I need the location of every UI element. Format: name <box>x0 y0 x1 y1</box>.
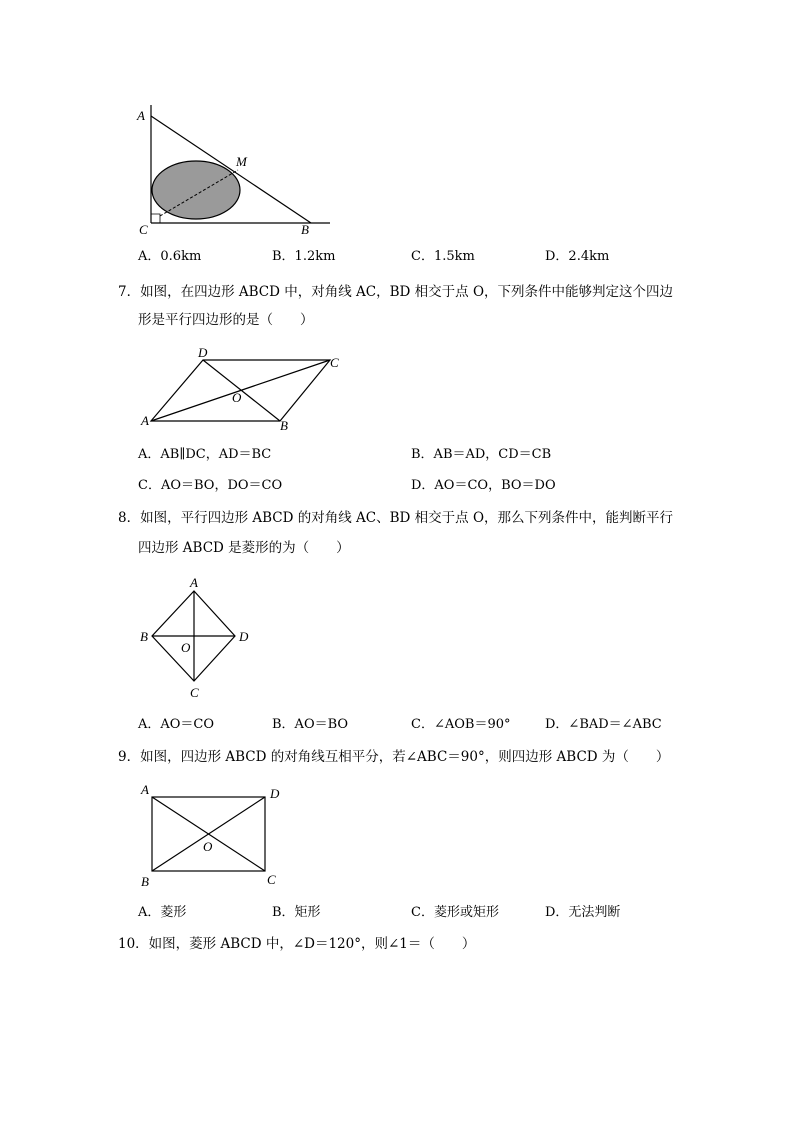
q7-option-d: D．AO＝CO，BO＝DO <box>411 478 556 493</box>
q7-diagonal-bd <box>203 360 280 421</box>
q6-shaded-ellipse <box>152 161 240 219</box>
q7-label-D: D <box>198 345 208 360</box>
q6-option-d: D．2.4km <box>545 249 610 264</box>
q8-label-B: B <box>140 629 148 644</box>
q6-option-c: C．1.5km <box>411 249 475 264</box>
q8-option-a: A．AO＝CO <box>138 717 215 732</box>
q9-option-d: D．无法判断 <box>545 905 621 920</box>
q7-label-B: B <box>280 418 288 433</box>
q8-option-c: C．∠AOB＝90° <box>411 717 511 732</box>
q9-label-O: O <box>203 839 213 854</box>
q8-option-d: D．∠BAD＝∠ABC <box>545 717 662 732</box>
q9-label-C: C <box>267 872 276 887</box>
q7-figure <box>135 343 350 433</box>
q6-label-B: B <box>301 222 309 237</box>
q7-stem-line2: 形是平行四边形的是（ ） <box>138 312 314 328</box>
q7-option-c: C．AO＝BO，DO＝CO <box>138 478 283 493</box>
q6-figure <box>130 100 340 240</box>
q7-label-O: O <box>232 390 242 405</box>
q10-stem-line1: 10．如图，菱形 ABCD 中，∠D＝120°，则∠1＝（ ） <box>118 936 476 952</box>
q7-stem-line1: 7．如图，在四边形 ABCD 中，对角线 AC，BD 相交于点 O，下列条件中能够判定这个四边 <box>118 284 674 300</box>
q6-label-A: A <box>137 108 145 123</box>
q7-option-b: B．AB＝AD，CD＝CB <box>411 447 552 462</box>
q9-label-A: A <box>141 782 149 797</box>
q9-option-b: B．矩形 <box>272 905 321 920</box>
q8-option-b: B．AO＝BO <box>272 717 349 732</box>
q9-stem-line1: 9．如图，四边形 ABCD 的对角线互相平分，若∠ABC＝90°，则四边形 ABCD 为（ ） <box>118 749 670 765</box>
q8-stem-line2: 四边形 ABCD 是菱形的为（ ） <box>138 540 350 556</box>
q6-right-angle-mark <box>151 214 160 223</box>
q8-label-D: D <box>239 629 249 644</box>
q6-option-b: B．1.2km <box>272 249 336 264</box>
q9-label-D: D <box>270 786 280 801</box>
q9-option-a: A．菱形 <box>138 905 187 920</box>
q8-label-A: A <box>190 575 198 590</box>
q8-label-C: C <box>190 685 199 700</box>
q9-option-c: C．菱形或矩形 <box>411 905 499 920</box>
q8-label-O: O <box>181 640 191 655</box>
q7-label-A: A <box>141 413 149 428</box>
q7-label-C: C <box>330 355 339 370</box>
q8-figure <box>135 572 260 702</box>
q6-option-a: A．0.6km <box>138 249 202 264</box>
q6-label-C: C <box>139 222 148 237</box>
q9-label-B: B <box>141 874 149 889</box>
q9-figure <box>135 780 285 892</box>
q7-option-a: A．AB∥DC，AD＝BC <box>138 447 272 462</box>
q8-stem-line1: 8．如图，平行四边形 ABCD 的对角线 AC、BD 相交于点 O，那么下列条件中，能判断平行 <box>118 510 674 526</box>
q6-label-M: M <box>236 154 247 169</box>
